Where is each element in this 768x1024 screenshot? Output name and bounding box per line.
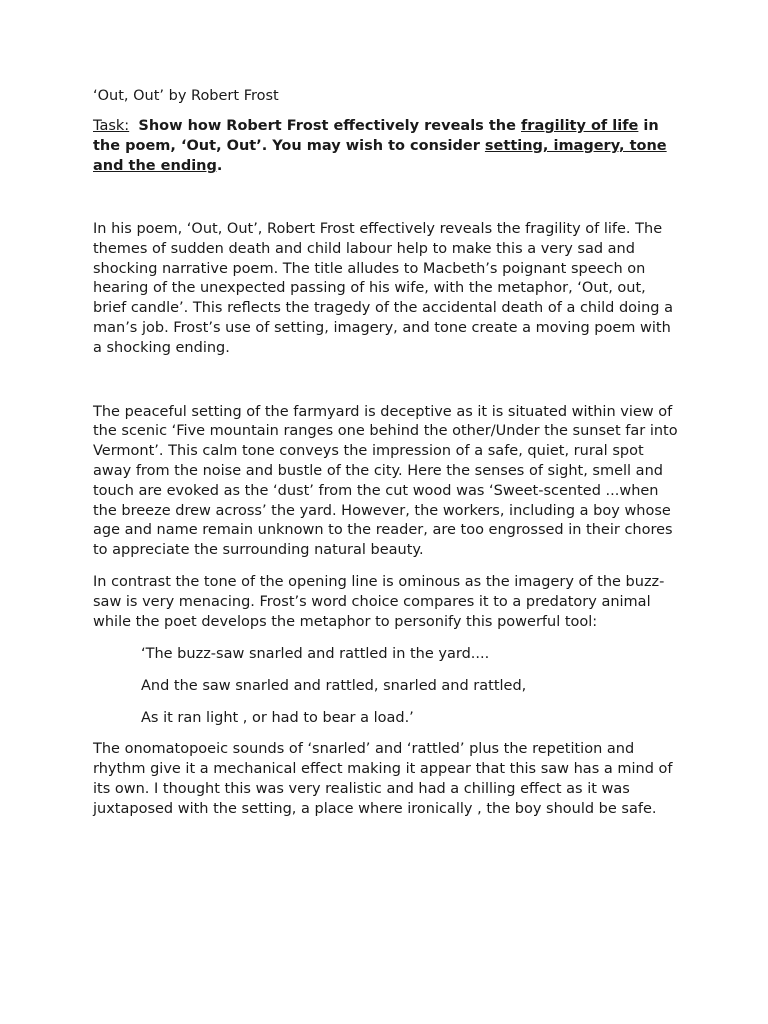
paragraph-introduction: In his poem, ‘Out, Out’, Robert Frost effectively reveals the fragility of life. The themes of sudden death and child labour help to make this a very sad and shocking narrative poem. The title alludes to Macbeth’s poignant speech on hearing of the unexpected passing of his wife, with the metaphor, ‘Out, out, brief candle’. This reflects the tragedy of the accidental death of a child doing a man’s job. Frost’s use of setting, imagery, and tone create a moving poem with a shocking ending. — [93, 221, 673, 356]
task-label: Task: — [93, 118, 130, 134]
paragraph-tone: In contrast the tone of the opening line is ominous as the imagery of the buzz-saw is very menacing. Frost’s word choice compares it to a predatory animal while the poet develops the metaphor to personify this powerful tool: — [93, 573, 665, 630]
task-emphasis-aspects: setting, imagery, tone and the ending — [93, 138, 667, 174]
document-title: ‘Out, Out’ by Robert Frost — [93, 88, 279, 104]
document-page — [93, 86, 683, 820]
quote-line: As it ran light , or had to bear a load.’ — [141, 710, 414, 727]
task-text-2: in the poem, ‘Out, Out’. You may wish to consider — [93, 118, 659, 154]
quote-line: And the saw snarled and rattled, snarled and rattled, — [141, 678, 527, 695]
task-text-1: Show how Robert Frost effectively reveals the — [138, 118, 521, 134]
paragraph-onomatopoeia: The onomatopoeic sounds of ‘snarled’ and ‘rattled’ plus the repetition and rhythm give it a mechanical effect making it appear that this saw has a mind of its own. I thought this was very realistic and had a chilling effect as it was juxtaposed with the setting, a place where ironically , the boy should be safe. — [93, 741, 673, 817]
quote-line: ‘The buzz-saw snarled and rattled in the yard.... — [141, 646, 490, 663]
paragraph-setting: The peaceful setting of the farmyard is deceptive as it is situated within view of the scenic ‘Five mountain ranges one behind the other/Under the sunset far into Vermont’. This calm tone conveys the impression of a safe, quiet, rural spot away from the noise and bustle of the city. Here the senses of sight, smell and touch are evoked as the ‘dust’ from the cut wood was ‘Sweet-scented ...when the breeze drew across’ the yard. However, the workers, including a boy whose age and name remain unknown to the reader, are too engrossed in their chores to appreciate the surrounding natural beauty. — [93, 403, 678, 559]
task-prompt — [93, 116, 683, 176]
task-emphasis-fragility: fragility of life — [521, 118, 639, 134]
task-text-3: . — [216, 158, 223, 174]
